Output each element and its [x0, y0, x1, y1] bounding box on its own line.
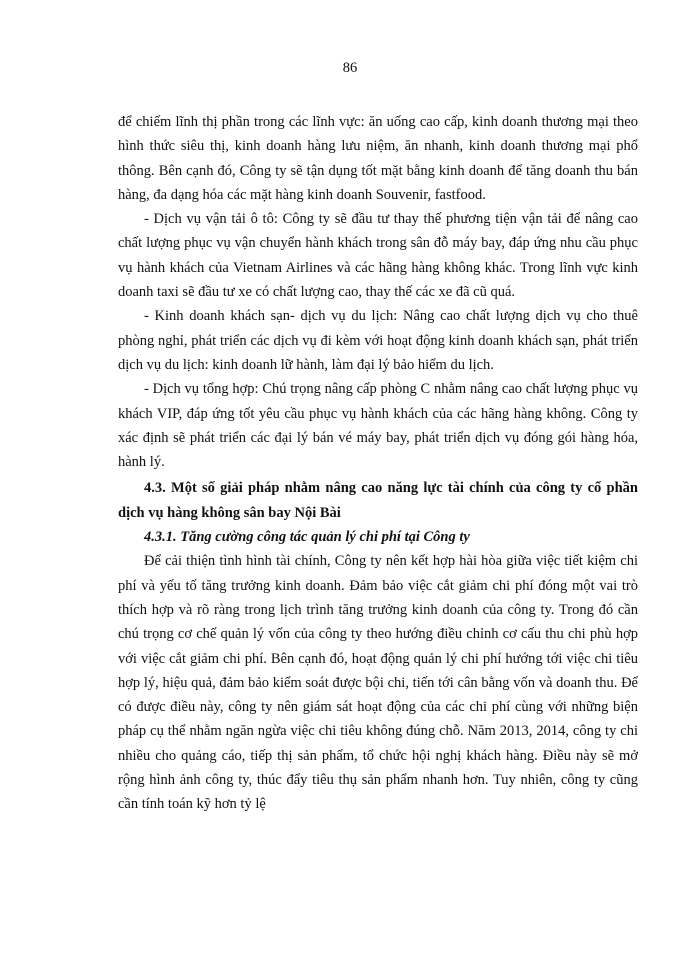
paragraph-continued: để chiếm lĩnh thị phần trong các lĩnh vực: ăn uống cao cấp, kinh doanh thương mại theo hình thức siêu thị, kinh doanh hàng lưu niệm, ăn nhanh, kinh doanh thương mại phổ thông. Bên cạnh đó, Công ty sẽ tận dụng tốt mặt bằng kinh doanh để tăng doanh thu bán hàng, đa dạng hóa các mặt hàng kinh doanh Souvenir, fastfood. [118, 114, 638, 203]
section-heading: 4.3. Một số giải pháp nhằm nâng cao năng lực tài chính của công ty cổ phần dịch vụ hàng không sân bay Nội Bài [118, 480, 638, 521]
paragraph-cost-management: Để cải thiện tình hình tài chính, Công ty nên kết hợp hài hòa giữa việc tiết kiệm chi phí và yếu tố tăng trưởng kinh doanh. Đảm bảo việc cắt giảm chi phí đóng một vai trò thích hợp và rõ ràng trong lịch trình tăng trưởng kinh doanh của công ty. Trong đó cần chú trọng cơ chế quản lý vốn của công ty theo hướng điều chỉnh cơ cấu thu chi phù hợp với việc cắt giảm chi phí. Bên cạnh đó, hoạt động quản lý chi phí hướng tới việc chi tiêu hợp lý, hiệu quả, đảm bảo kiểm soát được bội chi, tiến tới cân bằng vốn và doanh thu. Để có được điều này, công ty nên giám sát hoạt động của các chi phí cùng với những biện pháp cụ thể nhằm ngăn ngừa việc chi tiêu không đúng chỗ. Năm 2013, 2014, công ty chi nhiều cho quảng cáo, tiếp thị sản phẩm, tổ chức hội nghị khách hàng. Điều này sẽ mở rộng hình ảnh công ty, thúc đẩy tiêu thụ sản phẩm nhanh hơn. Tuy nhiên, công ty cũng cần tính toán kỹ hơn tỷ lệ [118, 553, 638, 813]
document-body [118, 110, 638, 817]
paragraph-hotel-tourism: - Kinh doanh khách sạn- dịch vụ du lịch: Nâng cao chất lượng dịch vụ cho thuê phòng nghỉ, phát triển các dịch vụ đi kèm với hoạt động kinh doanh khách sạn, phát triển dịch vụ du lịch: kinh doanh lữ hành, làm đại lý bảo hiểm du lịch. [118, 308, 638, 373]
subsection-heading: 4.3.1. Tăng cường công tác quản lý chi phí tại Công ty [144, 529, 470, 546]
paragraph-transport-service: - Dịch vụ vận tải ô tô: Công ty sẽ đầu tư thay thế phương tiện vận tải để nâng cao chất lượng phục vụ vận chuyển hành khách trong sân đỗ máy bay, đáp ứng nhu cầu phục vụ hành khách của Vietnam Airlines và các hãng hàng không khác. Trong lĩnh vực kinh doanh taxi sẽ đầu tư xe có chất lượng cao, thay thế các xe đã cũ quá. [118, 211, 638, 301]
paragraph-general-service: - Dịch vụ tổng hợp: Chú trọng nâng cấp phòng C nhằm nâng cao chất lượng phục vụ khách VIP, đáp ứng tốt yêu cầu phục vụ hành khách của các hãng hàng không. Công ty xác định sẽ phát triển các đại lý bán vé máy bay, phát triển dịch vụ đóng gói hàng hóa, hành lý. [118, 381, 638, 471]
page-number: 86 [342, 60, 358, 76]
